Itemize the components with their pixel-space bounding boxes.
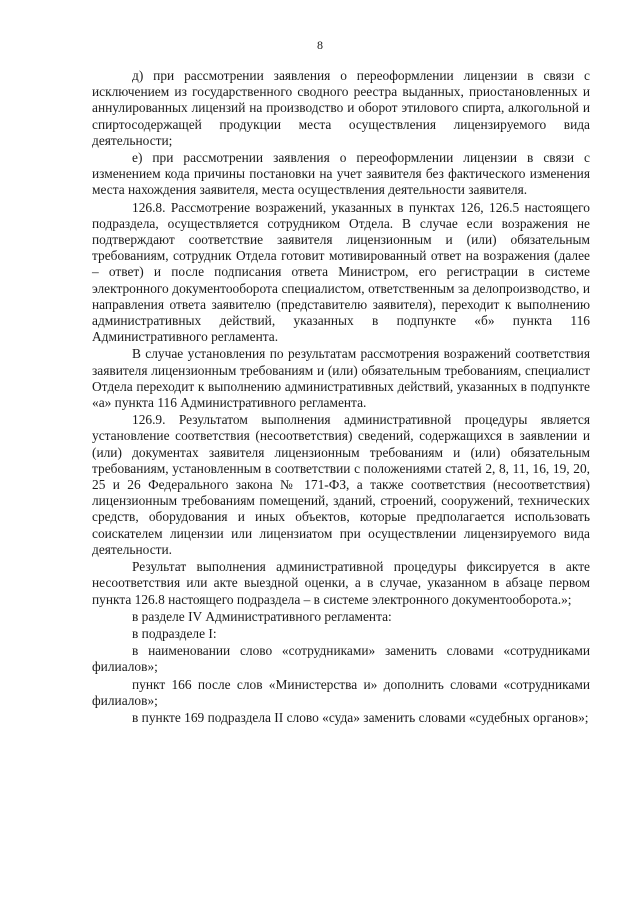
paragraph-section-iv: в разделе IV Административного регламента: (132, 608, 392, 624)
paragraph-169: в пункте 169 подраздела II слово «суда» заменить словами «судебных органов»; (132, 709, 589, 725)
paragraph-subsection-i: в подразделе I: (132, 625, 217, 641)
paragraph-title-change: в наименовании слово «сотрудниками» заменить словами «сотрудниками филиалов»; (92, 643, 590, 675)
paragraph-126-9: 126.9. Результатом выполнения административной процедуры является установление соответствия (несоответствия) сведений, содержащихся в заявлении и (или) документах заявителя лицензионным требованиям и (или) обязательным требованиям, установленным в соответствии с положениями статей 2, 8, 11, 16, 19, 20, 25 и 26 Федерального закона № 171-ФЗ, а также соответствия (несоответствия) лицензионным требованиям помещений, зданий, строений, сооружений, технических средств, оборудования и иных объектов, которые предполагается использовать соискателем лицензии или лицензиатом при осуществлении лицензируемого вида деятельности. (92, 412, 590, 557)
page-number: 8 (317, 38, 323, 52)
paragraph-126-8: 126.8. Рассмотрение возражений, указанных в пунктах 126, 126.5 настоящего подраздела, осуществляется сотрудником Отдела. В случае если возражения не подтверждают соответствие заявителя лицензионным и (или) обязательным требованиям, сотрудник Отдела готовит мотивированный ответ на возражения (далее – ответ) и после подписания ответа Министром, его регистрации в системе электронного документооборота специалистом, ответственным за делопроизводство, и направления ответа заявителю (представителю заявителя), переходит к выполнению административных действий, указанных в подпункте «б» пункта 116 Административного регламента. (92, 199, 590, 345)
paragraph-e: е) при рассмотрении заявления о переоформлении лицензии в связи с изменением кода причины постановки на учет заявителя без фактического изменения места нахождения заявителя, места осуществления деятельности заявителя. (92, 150, 590, 198)
paragraph-d: д) при рассмотрении заявления о переоформлении лицензии в связи с исключением из государственного сводного реестра выданных, приостановленных и аннулированных лицензий на производство и оборот этилового спирта, алкогольной и спиртосодержащей продукции места осуществления лицензируемого вида деятельности; (92, 68, 590, 148)
paragraph-166: пункт 166 после слов «Министерства и» дополнить словами «сотрудниками филиалов»; (92, 676, 590, 708)
document-body (92, 68, 590, 727)
paragraph-126-9-result: Результат выполнения административной процедуры фиксируется в акте несоответствия или акте выездной оценки, а в случае, указанном в абзаце первом пункта 126.8 настоящего подраздела – в системе электронного документооборота.»; (92, 559, 590, 607)
paragraph-126-8-cont: В случае установления по результатам рассмотрения возражений соответствия заявителя лицензионным требованиям и (или) обязательным требованиям, специалист Отдела переходит к выполнению административных действий, указанных в подпункте «а» пункта 116 Административного регламента. (92, 346, 590, 411)
